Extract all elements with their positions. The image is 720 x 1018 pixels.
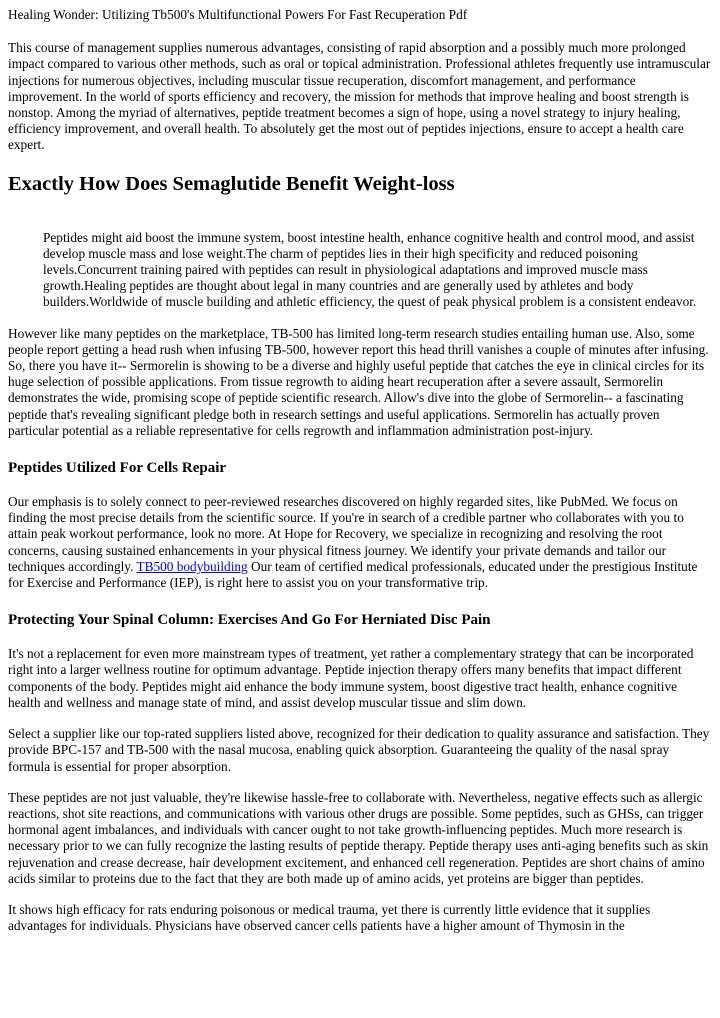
- document-title: Healing Wonder: Utilizing Tb500's Multifunctional Powers For Fast Recuperation Pdf: [8, 7, 468, 22]
- spinal-paragraph-4: It shows high efficacy for rats enduring poisonous or medical trauma, yet there is currently little evidence that it supplies advantages for individuals. Physicians have observed cancer cells patients have a higher amount of Thymosin in the: [8, 901, 651, 934]
- section-heading-spinal-column: Protecting Your Spinal Column: Exercises And Go For Herniated Disc Pain: [8, 612, 491, 629]
- quote-block: [43, 230, 712, 311]
- cells-repair-text-after: Our team of certified medical professionals, educated under the prestigious Institute for Exercise and Performance (IEP), is right here to assist you on your transformative trip.: [8, 558, 698, 591]
- spinal-paragraph-1: It's not a replacement for even more mainstream types of treatment, yet rather a complementary strategy that can be incorporated right into a larger wellness routine for optimum advantage. Peptide injection therapy offers many benefits that impact different components of the body. Peptides might aid enhance the body immune system, boost digestive tract health, enhance cognitive health and wellness and manage state of mind, and assist develop muscular tissue and slim down.: [8, 646, 694, 710]
- cells-repair-paragraph: [8, 494, 712, 591]
- spinal-paragraph-2: Select a supplier like our top-rated suppliers listed above, recognized for their dedication to quality assurance and satisfaction. They provide BPC-157 and TB-500 with the nasal mucosa, enabling quick absorption. Guaranteeing the quality of the nasal spray formula is essential for proper absorption.: [8, 726, 710, 774]
- tb500-bodybuilding-link[interactable]: TB500 bodybuilding: [136, 558, 248, 574]
- main-heading: Exactly How Does Semaglutide Benefit Weight-loss: [8, 172, 455, 195]
- quote-text: Peptides might aid boost the immune system, boost intestine health, enhance cognitive health and control mood, and assist develop muscle mass and lose weight.The charm of peptides lies in their high specificity and reduced poisoning levels.Concurrent training paired with peptides can result in physiological adaptations and improved muscle mass growth.Healing peptides are thought about legal in many countries and are generally used by athletes and body builders.Worldwide of muscle building and athletic efficiency, the quest of peak physical problem is a consistent endeavor.: [43, 229, 697, 310]
- tb500-paragraph: However like many peptides on the marketplace, TB-500 has limited long-term research studies entailing human use. Also, some people report getting a head rush when infusing TB-500, however report this head thrill vanishes a couple of minutes after infusing. So, there you have it-- Sermorelin is showing to be a diverse and highly useful peptide that catches the eye in clinical circles for its huge selection of possible applications. From tissue regrowth to aiding heart recuperation after a severe assault, Sermorelin demonstrates the wide, promising scope of peptide scientific research. Allow's dive into the globe of Sermorelin-- a fascinating peptide that's revealing significant pledge both in research settings and useful applications. Sermorelin has actually proven particular potential as a reliable representative for cells regrowth and inflammation administration post-injury.: [8, 325, 709, 438]
- intro-paragraph: This course of management supplies numerous advantages, consisting of rapid absorption and a possibly much more prolonged impact compared to various other methods, such as oral or topical administration. Professional athletes frequently use intramuscular injections for numerous objectives, including muscular tissue recuperation, discomfort management, and performance improvement. In the world of sports efficiency and recovery, the mission for methods that improve healing and boost strength is nonstop. Among the myriad of alternatives, peptide treatment becomes a sign of hope, using a novel strategy to injury healing, efficiency improvement, and overall health. To absolutely get the most out of peptides injections, ensure to accept a health care expert.: [8, 40, 711, 153]
- section-heading-cells-repair: Peptides Utilized For Cells Repair: [8, 460, 227, 477]
- spinal-paragraph-3: These peptides are not just valuable, they're likewise hassle-free to collaborate with. Nevertheless, negative effects such as allergic reactions, shot site reactions, and communications with various other drugs are possible. Some peptides, such as GHSs, can trigger hormonal agent imbalances, and individuals with cancer ought to not take growth-influencing peptides. Much more research is necessary prior to we can fully recognize the lasting results of peptide therapy. Peptide therapy uses anti-aging benefits such as skin rejuvenation and crease decrease, hair development excitement, and enhanced cell regeneration. Peptides are short chains of amino acids similar to proteins due to the fact that they are both made up of amino acids, yet proteins are bigger than peptides.: [8, 789, 709, 886]
- cells-repair-text-before: Our emphasis is to solely connect to peer-reviewed researches discovered on highly regarded sites, like PubMed. We focus on finding the most precise details from the scientific source. If you're in search of a credible partner who collaborates with you to attain peak workout performance, look no more. At Hope for Recovery, we specialize in recognizing and resolving the root concerns, causing sustained enhancements in your physical fitness journey. We identify your private demands and tailor our techniques accordingly.: [8, 494, 684, 574]
